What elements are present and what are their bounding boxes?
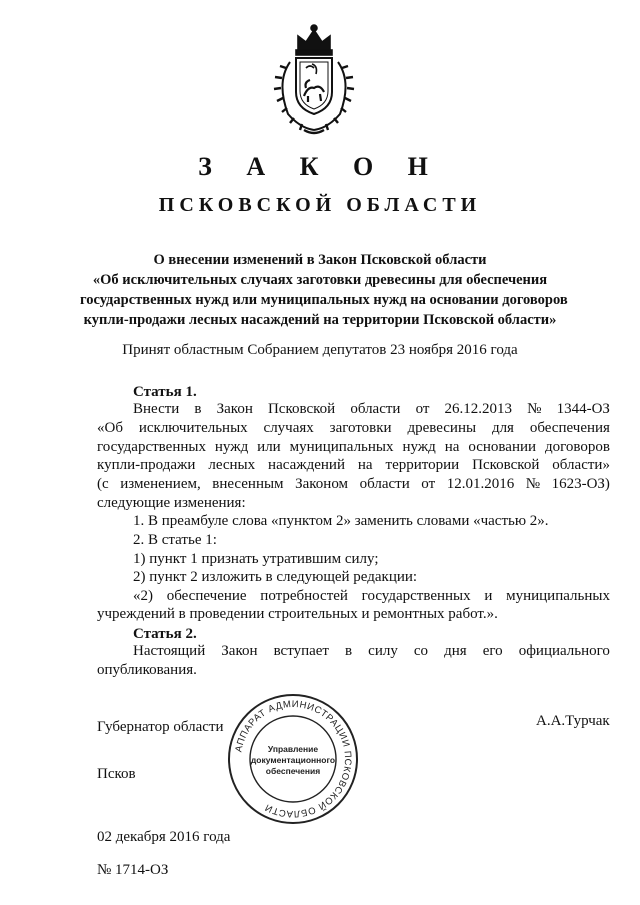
justified-text-line — [97, 439, 610, 456]
word: на — [357, 457, 373, 473]
document-region-title: ПСКОВСКОЙ ОБЛАСТИ — [158, 194, 482, 216]
word: 12.01.2016 — [446, 476, 515, 492]
text-line: 1) пункт 1 признать утратившим силу; — [133, 551, 379, 567]
word: муниципальных — [289, 439, 394, 455]
word: официального — [518, 643, 610, 659]
word: насаждений — [268, 457, 345, 473]
word: «2) — [133, 588, 153, 604]
word: области — [359, 476, 410, 492]
word: территории — [385, 457, 460, 473]
word: Настоящий — [133, 643, 206, 659]
word: внесенным — [212, 476, 284, 492]
word: заготовки — [329, 420, 392, 436]
signatory-position: Губернатор области — [97, 719, 224, 735]
word: области — [350, 401, 401, 417]
word: дня — [444, 643, 467, 659]
word: основании — [468, 439, 537, 455]
text-line: опубликования. — [97, 662, 197, 678]
word: вступает — [273, 643, 329, 659]
word: и — [484, 588, 493, 604]
signing-date: 02 декабря 2016 года — [97, 829, 231, 845]
subtitle-line: государственных нужд или муниципальных нужд на основании договоров — [80, 292, 568, 308]
document-title: З А К О Н — [198, 152, 442, 181]
justified-text-line — [133, 643, 610, 660]
text-line: 2. В статье 1: — [133, 532, 217, 548]
word: лесных — [208, 457, 256, 473]
text-line: учреждений в проведении строительных и ремонтных работ.». — [97, 606, 498, 622]
word: или — [257, 439, 281, 455]
stamp-center-line: документационного — [250, 755, 336, 765]
word: силу — [368, 643, 398, 659]
justified-text-line — [97, 457, 610, 474]
word: от — [415, 401, 430, 417]
coat-of-arms-emblem — [268, 22, 360, 138]
subtitle-line: купли-продажи лесных насаждений на территории Псковской области» — [83, 312, 557, 328]
subtitle-line: О внесении изменений в Закон Псковской области — [153, 252, 487, 268]
word: от — [421, 476, 436, 492]
word: (с — [97, 476, 109, 492]
law-number: № 1714-ОЗ — [97, 862, 169, 878]
subtitle-line: «Об исключительных случаях заготовки древесины для обеспечения — [92, 272, 548, 288]
word: Закон — [216, 401, 253, 417]
text-line: следующие изменения: — [97, 495, 246, 511]
word: потребностей — [260, 588, 348, 604]
word: случаях — [263, 420, 314, 436]
word: договоров — [544, 439, 610, 455]
word: для — [491, 420, 514, 436]
word: со — [413, 643, 429, 659]
word: купли-продажи — [97, 457, 196, 473]
word: Внести — [133, 401, 180, 417]
word: 26.12.2013 — [444, 401, 513, 417]
word: его — [482, 643, 503, 659]
article-1-heading: Статья 1. — [133, 384, 197, 400]
word: Псковской — [472, 457, 540, 473]
word: Закон — [221, 643, 258, 659]
word: Законом — [295, 476, 349, 492]
word: обеспечения — [529, 420, 610, 436]
stamp-ring-text: АППАРАТ АДМИНИСТРАЦИИ ПСКОВСКОЙ ОБЛАСТИ — [233, 698, 354, 820]
word: «Об — [97, 420, 123, 436]
word: Псковской — [267, 401, 336, 417]
stamp-center-line: Управление — [267, 744, 319, 754]
justified-text-line — [133, 588, 610, 605]
word: муниципальных — [506, 588, 610, 604]
word: исключительных — [138, 420, 248, 436]
text-line: 1. В преамбуле слова «пунктом 2» заменить словами «частью 2». — [133, 513, 549, 529]
word: в — [345, 643, 353, 659]
law-subtitle — [80, 250, 568, 330]
word: нужд — [402, 439, 436, 455]
article-2-heading: Статья 2. — [133, 626, 197, 642]
word: 1623-ОЗ) — [551, 476, 610, 492]
justified-text-line — [97, 420, 610, 437]
word: государственных — [97, 439, 206, 455]
justified-text-line — [133, 401, 610, 418]
signing-place: Псков — [97, 766, 136, 782]
signatory-name: А.А.Турчак — [536, 713, 610, 729]
adoption-note: Принят областным Собранием депутатов 23 ноября 2016 года — [122, 342, 518, 358]
justified-text-line — [97, 476, 610, 493]
stamp-center-line: обеспечения — [265, 766, 321, 776]
word: государственных — [361, 588, 471, 604]
word: № — [527, 401, 542, 417]
word: № — [525, 476, 541, 492]
word: изменением, — [120, 476, 201, 492]
word: нужд — [214, 439, 249, 455]
word: в — [194, 401, 202, 417]
word: области» — [552, 457, 610, 473]
word: 1344-ОЗ — [556, 401, 610, 417]
text-line: 2) пункт 2 изложить в следующей редакции: — [133, 569, 418, 585]
word: на — [444, 439, 460, 455]
official-stamp — [226, 692, 360, 826]
word: обеспечение — [166, 588, 247, 604]
word: древесины — [407, 420, 477, 436]
